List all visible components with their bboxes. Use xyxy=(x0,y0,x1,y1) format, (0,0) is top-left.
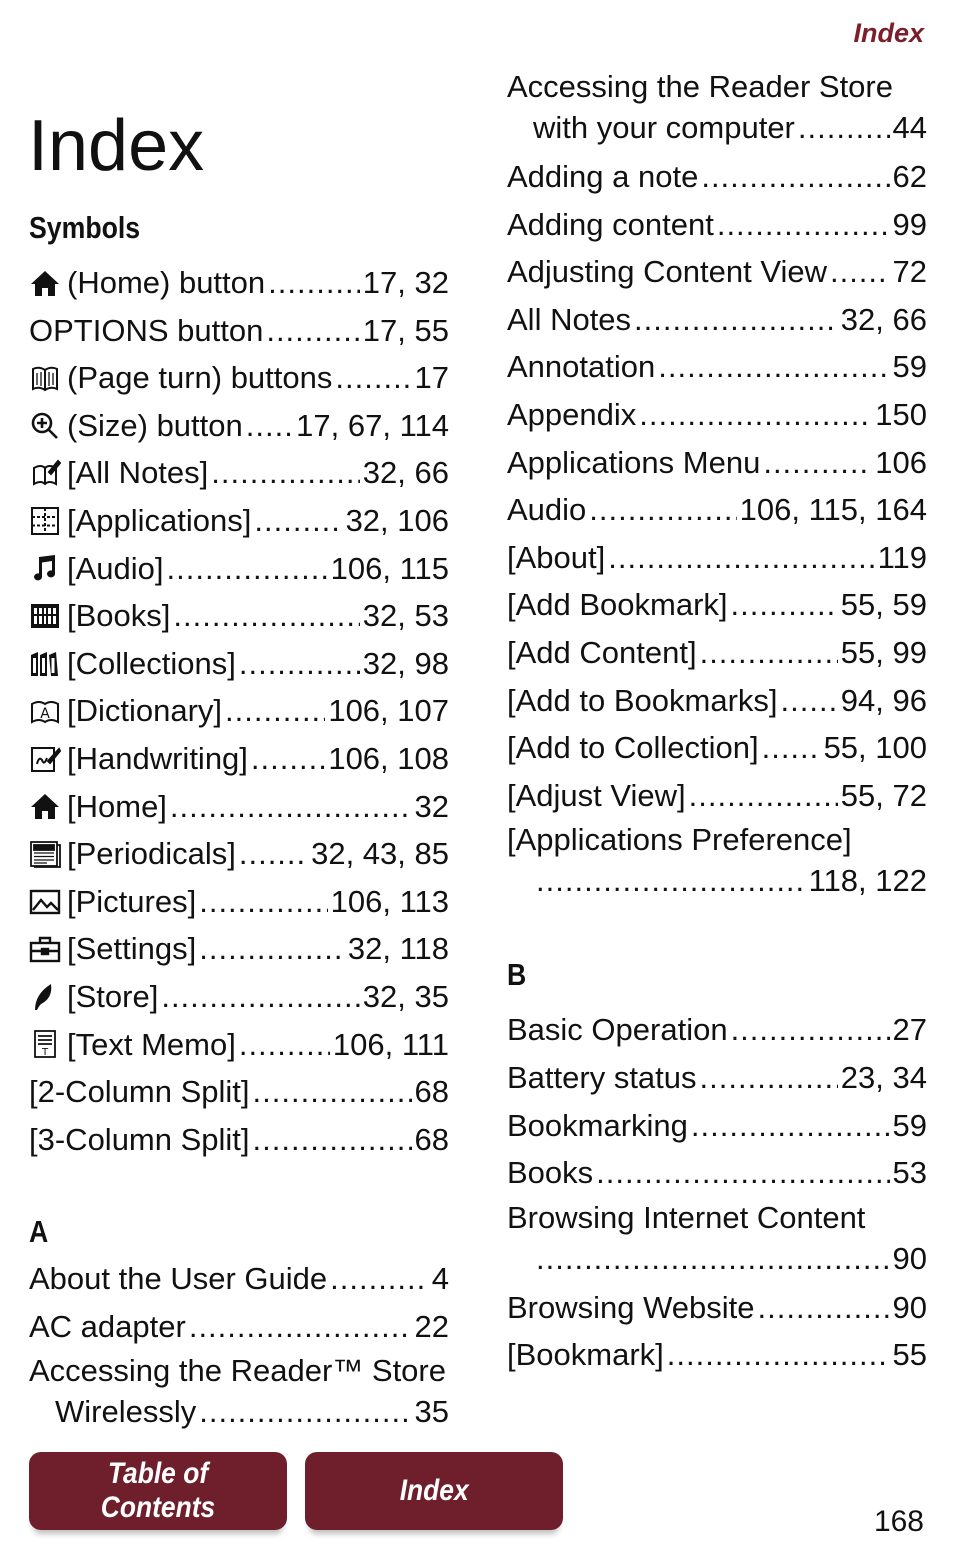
index-entry[interactable] xyxy=(29,307,449,355)
entry-label: [Dictionary] xyxy=(67,693,223,729)
leader-dots xyxy=(173,592,359,640)
entry-label: [Home] xyxy=(67,788,167,824)
leader-dots xyxy=(639,391,872,439)
index-entry[interactable] xyxy=(507,1054,927,1102)
home-icon xyxy=(29,268,61,298)
index-entry[interactable] xyxy=(29,1255,449,1303)
entry-label: [Settings] xyxy=(67,931,197,967)
entry-pages: 99 xyxy=(892,206,927,242)
entry-pages: 22 xyxy=(414,1308,449,1344)
index-entry[interactable] xyxy=(507,486,927,534)
entry-pages: 44 xyxy=(892,110,927,145)
entry-pages: 4 xyxy=(431,1261,449,1297)
index-entry[interactable] xyxy=(507,343,927,391)
leader-dots xyxy=(253,1068,412,1116)
entry-pages: 106, 115, 164 xyxy=(739,492,927,528)
leader-dots xyxy=(266,307,359,355)
entry-pages: 94, 96 xyxy=(840,682,927,718)
leader-dots xyxy=(167,545,328,593)
leader-dots xyxy=(246,402,293,450)
entry-pages: 150 xyxy=(875,396,927,432)
leader-dots xyxy=(536,1238,890,1279)
entry-label: OPTIONS button xyxy=(29,312,264,348)
index-entry[interactable] xyxy=(507,1102,927,1150)
index-entry[interactable] xyxy=(29,1303,449,1351)
a-list-right xyxy=(507,153,927,819)
entry-label: [Pictures] xyxy=(67,883,197,919)
leader-dots xyxy=(717,201,890,249)
entry-label: [Audio] xyxy=(67,550,164,586)
index-entry-wrapped[interactable] xyxy=(507,1197,927,1284)
entry-pages: 106 xyxy=(875,444,927,480)
entry-label: [Store] xyxy=(67,978,159,1014)
entry-label: [Applications] xyxy=(67,502,252,538)
index-entry[interactable] xyxy=(29,1068,449,1116)
leader-dots xyxy=(199,878,327,926)
index-entry[interactable] xyxy=(29,830,449,878)
entry-pages: 32, 35 xyxy=(362,978,449,1014)
entry-label: (Size) button xyxy=(67,407,243,443)
entry-pages: 17, 55 xyxy=(362,312,449,348)
entry-pages: 68 xyxy=(414,1121,449,1157)
symbols-list xyxy=(29,259,449,1163)
section-heading-symbols: Symbols xyxy=(29,210,141,245)
entry-pages: 90 xyxy=(892,1240,927,1276)
entry-pages: 35 xyxy=(414,1394,449,1430)
b-list-1 xyxy=(507,1006,927,1196)
index-entry[interactable] xyxy=(29,925,449,973)
entry-pages: 68 xyxy=(414,1074,449,1110)
index-entry-wrapped[interactable] xyxy=(507,66,927,153)
entry-label: [Add to Collection] xyxy=(507,730,759,766)
entry-label: [Add to Bookmarks] xyxy=(507,682,778,718)
leader-dots xyxy=(596,1149,889,1197)
index-entry[interactable] xyxy=(507,772,927,820)
leader-dots xyxy=(536,860,806,901)
index-entry[interactable] xyxy=(507,1006,927,1054)
entry-label: Accessing the Reader Store xyxy=(507,69,893,104)
index-entry[interactable] xyxy=(29,640,449,688)
index-button[interactable] xyxy=(305,1452,563,1530)
entry-pages: 17, 32 xyxy=(362,265,449,300)
leader-dots xyxy=(830,248,890,296)
settings-icon xyxy=(29,934,61,964)
entry-label-cont: with your computer xyxy=(533,110,795,145)
entry-pages: 32, 53 xyxy=(362,598,449,634)
home-icon xyxy=(29,791,61,821)
entry-label: [Collections] xyxy=(67,645,236,681)
leader-dots xyxy=(239,1021,330,1069)
entry-label: Battery status xyxy=(507,1059,697,1095)
entry-label: [Handwriting] xyxy=(67,740,248,776)
index-entry[interactable] xyxy=(29,545,449,593)
entry-label: Basic Operation xyxy=(507,1012,728,1048)
entry-label: [Add Content] xyxy=(507,634,697,670)
entry-pages: 62 xyxy=(892,159,927,194)
entry-pages: 59 xyxy=(892,349,927,385)
entry-label: Adjusting Content View xyxy=(507,254,827,290)
entry-pages: 55, 99 xyxy=(840,634,927,670)
index-entry[interactable] xyxy=(29,878,449,926)
leader-dots xyxy=(211,449,360,497)
entry-label: Adding a note xyxy=(507,159,699,194)
index-entry[interactable] xyxy=(29,687,449,735)
entry-label: [Books] xyxy=(67,598,171,634)
index-entry[interactable] xyxy=(29,1021,449,1069)
entry-label: Adding content xyxy=(507,206,714,242)
entry-label: AC adapter xyxy=(29,1308,186,1344)
entry-label: About the User Guide xyxy=(29,1261,328,1297)
index-entry[interactable] xyxy=(507,1149,927,1197)
leader-dots xyxy=(253,1116,412,1164)
entry-pages: 27 xyxy=(892,1012,927,1048)
dictionary-icon xyxy=(29,696,61,726)
index-entry-wrapped[interactable] xyxy=(29,1350,449,1437)
index-entry[interactable] xyxy=(507,153,927,201)
index-entry[interactable] xyxy=(507,1284,927,1332)
leader-dots xyxy=(268,259,360,307)
entry-pages: 59 xyxy=(892,1107,927,1143)
leader-dots xyxy=(239,640,360,688)
all-notes-icon xyxy=(29,458,61,488)
books-icon xyxy=(29,601,61,631)
index-entry[interactable] xyxy=(507,581,927,629)
page-title: Index xyxy=(28,106,205,187)
entry-pages: 55, 72 xyxy=(840,777,927,813)
entry-label: Accessing the Reader™ Store xyxy=(29,1353,446,1389)
leader-dots xyxy=(199,925,345,973)
leader-dots xyxy=(254,497,342,545)
entry-label: [Adjust View] xyxy=(507,777,686,813)
index-column-left xyxy=(29,205,449,1437)
entry-pages: 32 xyxy=(414,788,449,824)
entry-pages: 32, 118 xyxy=(347,931,449,967)
index-entry[interactable] xyxy=(29,1116,449,1164)
handwriting-icon xyxy=(29,744,61,774)
leader-dots xyxy=(335,354,411,402)
section-heading-a: A xyxy=(29,1214,49,1250)
leader-dots xyxy=(689,772,838,820)
index-entry[interactable] xyxy=(507,439,927,487)
index-entry[interactable] xyxy=(507,677,927,725)
page-number: 168 xyxy=(873,1505,924,1538)
page-turn-icon xyxy=(29,363,61,393)
entry-label: All Notes xyxy=(507,301,632,337)
leader-dots xyxy=(691,1102,890,1150)
leader-dots xyxy=(667,1331,890,1379)
entry-pages: 72 xyxy=(892,254,927,290)
applications-icon xyxy=(29,506,61,536)
entry-label: [Periodicals] xyxy=(67,836,236,872)
leader-dots xyxy=(700,629,838,677)
entry-pages: 17, 67, 114 xyxy=(296,407,449,443)
entry-pages: 17 xyxy=(414,360,449,396)
index-entry[interactable] xyxy=(29,449,449,497)
entry-pages: 32, 43, 85 xyxy=(311,836,449,872)
entry-label: Appendix xyxy=(507,396,637,432)
leader-dots xyxy=(330,1255,429,1303)
entry-label: [Applications Preference] xyxy=(507,822,852,858)
a-list-left xyxy=(29,1255,449,1350)
entry-pages: 106, 111 xyxy=(332,1026,449,1062)
entry-label: Bookmarking xyxy=(507,1107,688,1143)
index-entry[interactable] xyxy=(507,296,927,344)
entry-pages: 90 xyxy=(892,1289,927,1325)
button-label: Table of Contents xyxy=(100,1457,216,1524)
entry-pages: 32, 66 xyxy=(840,301,927,337)
table-of-contents-button[interactable] xyxy=(29,1452,287,1530)
entry-label: [All Notes] xyxy=(67,455,209,491)
periodicals-icon xyxy=(29,839,61,869)
entry-label: (Page turn) buttons xyxy=(67,360,333,396)
entry-label: Books xyxy=(507,1155,594,1191)
leader-dots xyxy=(161,973,359,1021)
index-entry[interactable] xyxy=(507,248,927,296)
entry-pages: 23, 34 xyxy=(840,1059,927,1095)
leader-dots xyxy=(758,1284,890,1332)
zoom-icon xyxy=(29,411,61,441)
entry-pages: 55, 59 xyxy=(840,587,927,623)
index-entry-wrapped[interactable] xyxy=(507,819,927,906)
entry-label: Audio xyxy=(507,492,587,528)
leader-dots xyxy=(189,1303,412,1351)
running-head: Index xyxy=(853,18,924,48)
button-label: Index xyxy=(399,1474,469,1507)
entry-label: [Text Memo] xyxy=(67,1026,236,1062)
leader-dots xyxy=(731,581,838,629)
leader-dots xyxy=(798,107,890,148)
store-leaf-icon xyxy=(29,982,61,1012)
index-entry[interactable] xyxy=(507,629,927,677)
entry-pages: 106, 113 xyxy=(330,883,449,919)
leader-dots xyxy=(608,534,874,582)
collections-icon xyxy=(29,649,61,679)
entry-label: [3-Column Split] xyxy=(29,1121,250,1157)
index-entry[interactable] xyxy=(507,201,927,249)
entry-label: Browsing Internet Content xyxy=(507,1199,866,1235)
entry-label: [2-Column Split] xyxy=(29,1074,250,1110)
entry-pages: 118, 122 xyxy=(808,863,927,899)
svg-text:T: T xyxy=(41,1047,49,1059)
music-note-icon xyxy=(29,553,61,583)
leader-dots xyxy=(700,1054,838,1102)
entry-pages: 106, 107 xyxy=(328,693,449,729)
entry-label: [About] xyxy=(507,539,606,575)
entry-pages: 119 xyxy=(877,539,927,575)
index-entry[interactable] xyxy=(29,402,449,450)
index-entry[interactable] xyxy=(29,592,449,640)
index-entry[interactable] xyxy=(29,735,449,783)
svg-text:A: A xyxy=(40,706,50,723)
leader-dots xyxy=(251,735,325,783)
entry-pages: 32, 106 xyxy=(345,502,449,538)
entry-pages: 55 xyxy=(892,1337,927,1373)
index-entry[interactable] xyxy=(29,497,449,545)
entry-label: [Bookmark] xyxy=(507,1337,664,1373)
leader-dots xyxy=(170,783,412,831)
leader-dots xyxy=(199,1391,411,1432)
entry-label: (Home) button xyxy=(67,265,266,300)
leader-dots xyxy=(239,830,308,878)
b-list-2 xyxy=(507,1284,927,1379)
index-entry[interactable] xyxy=(29,783,449,831)
leader-dots xyxy=(658,343,889,391)
entry-pages: 53 xyxy=(892,1155,927,1191)
index-column-right xyxy=(507,66,927,1379)
leader-dots xyxy=(762,724,821,772)
leader-dots xyxy=(634,296,838,344)
index-entry[interactable] xyxy=(29,259,449,307)
entry-pages: 106, 108 xyxy=(328,740,449,776)
entry-pages: 55, 100 xyxy=(823,730,927,766)
leader-dots xyxy=(763,439,872,487)
entry-label: [Add Bookmark] xyxy=(507,587,728,623)
index-entry[interactable] xyxy=(507,391,927,439)
entry-pages: 32, 66 xyxy=(362,455,449,491)
text-memo-icon xyxy=(29,1029,61,1059)
entry-label-cont: Wirelessly xyxy=(55,1394,197,1430)
leader-dots xyxy=(731,1006,890,1054)
leader-dots xyxy=(589,486,736,534)
index-entry[interactable] xyxy=(507,724,927,772)
entry-pages: 32, 98 xyxy=(362,645,449,681)
entry-pages: 106, 115 xyxy=(330,550,449,586)
index-entry[interactable] xyxy=(507,1331,927,1379)
leader-dots xyxy=(701,153,889,201)
pictures-icon xyxy=(29,887,61,917)
index-entry[interactable] xyxy=(29,354,449,402)
leader-dots xyxy=(225,687,325,735)
entry-label: Browsing Website xyxy=(507,1289,755,1325)
leader-dots xyxy=(781,677,838,725)
entry-label: Annotation xyxy=(507,349,656,385)
section-heading-b: B xyxy=(507,957,527,993)
index-entry[interactable] xyxy=(507,534,927,582)
entry-label: Applications Menu xyxy=(507,444,761,480)
index-entry[interactable] xyxy=(29,973,449,1021)
